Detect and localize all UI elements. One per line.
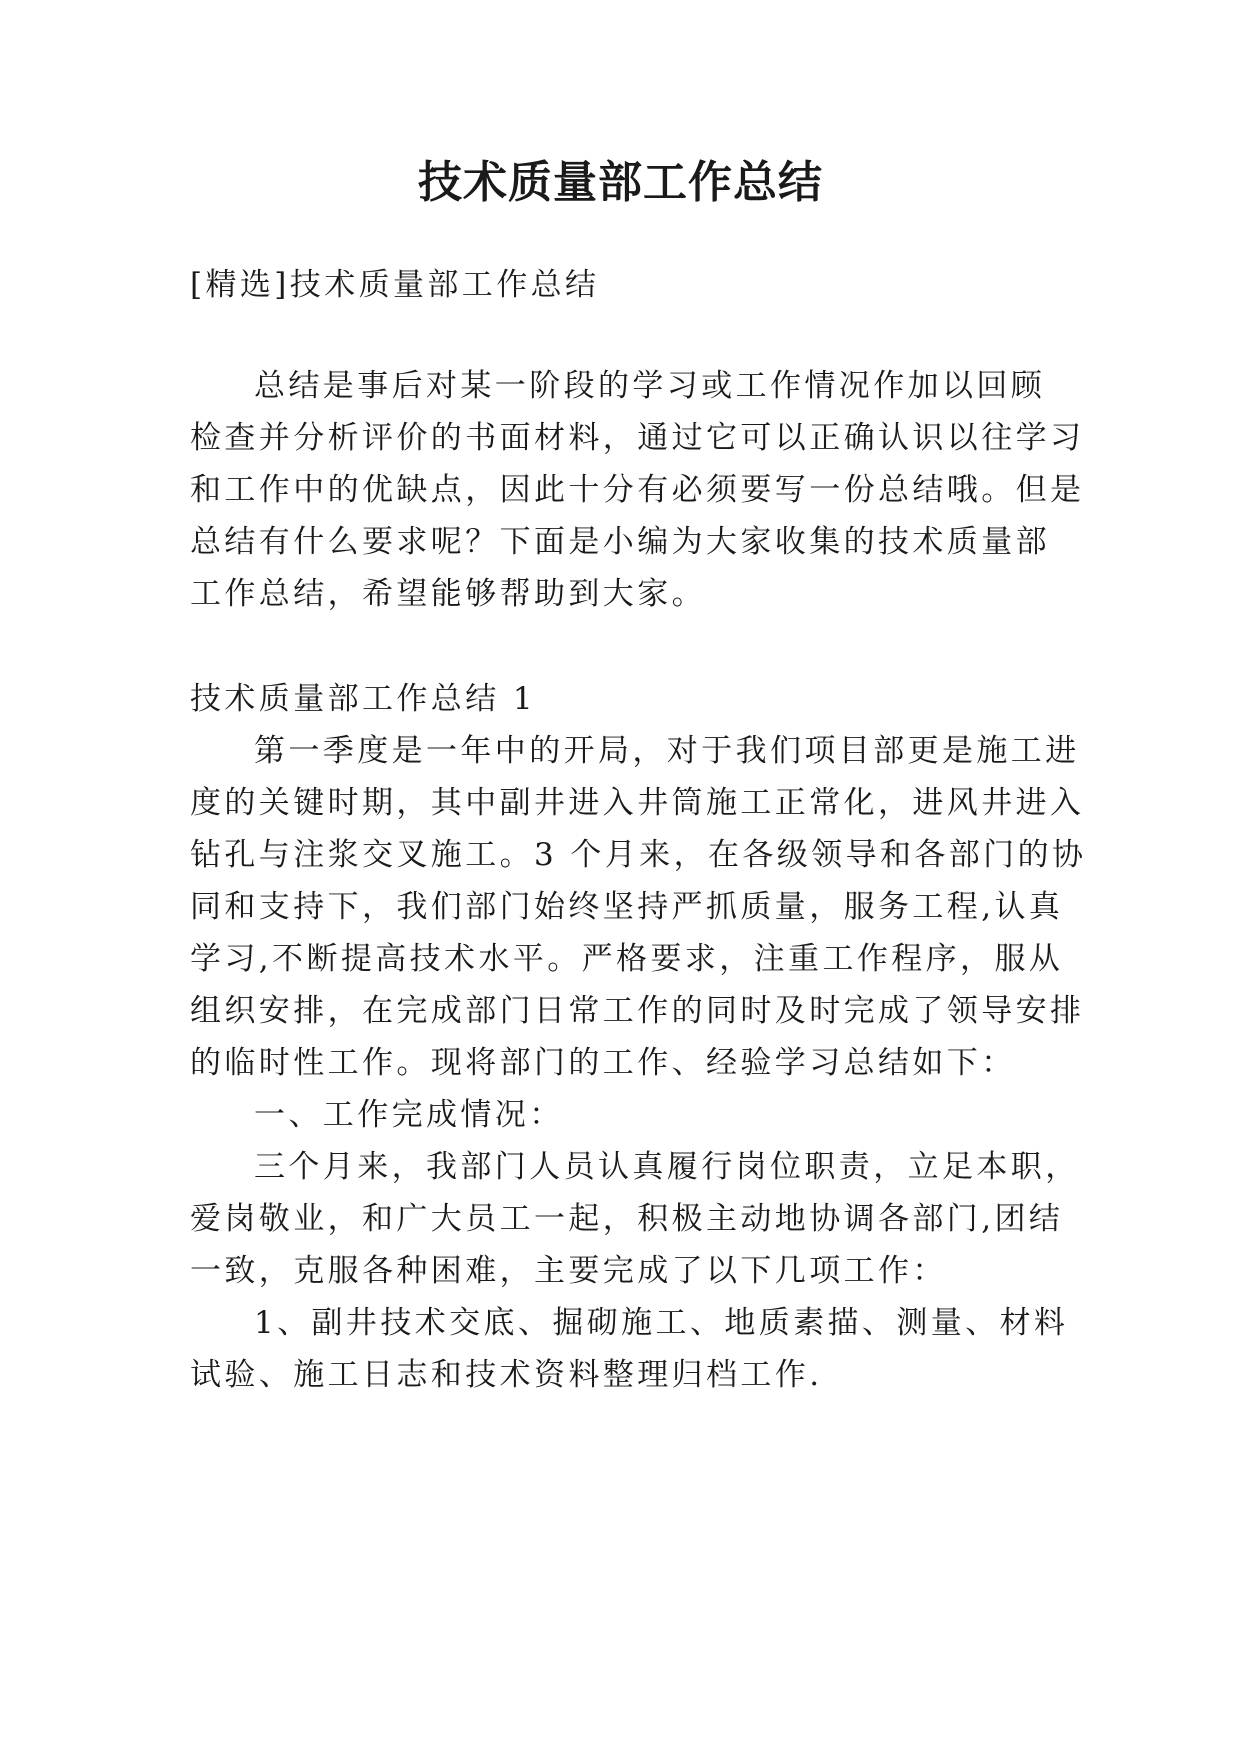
subheading: 一、工作完成情况： bbox=[254, 1097, 564, 1133]
list-item-line: 试验、施工日志和技术资料整理归档工作. bbox=[190, 1357, 823, 1393]
intro-line: 总结有什么要求呢？下面是小编为大家收集的技术质量部 bbox=[190, 524, 1050, 560]
paragraph-line: 钻孔与注浆交叉施工。3 个月来，在各级领导和各部门的协 bbox=[190, 837, 1087, 873]
paragraph-line: 度的关键时期，其中副井进入井筒施工正常化，进风井进入 bbox=[190, 785, 1085, 821]
paragraph-line: 学习,不断提高技术水平。严格要求，注重工作程序，服从 bbox=[190, 941, 1064, 977]
list-item-line: 1、副井技术交底、掘砌施工、地质素描、测量、材料 bbox=[254, 1305, 1069, 1341]
paragraph-line: 的临时性工作。现将部门的工作、经验学习总结如下： bbox=[190, 1045, 1016, 1081]
document-title: 技术质量部工作总结 bbox=[418, 157, 823, 208]
paragraph-line: 一致，克服各种困难，主要完成了以下几项工作： bbox=[190, 1253, 947, 1289]
paragraph-line: 三个月来，我部门人员认真履行岗位职责，立足本职， bbox=[254, 1149, 1080, 1185]
intro-line: 工作总结，希望能够帮助到大家。 bbox=[190, 576, 706, 612]
document-subtitle: [精选]技术质量部工作总结 bbox=[190, 267, 600, 303]
section-heading: 技术质量部工作总结 1 bbox=[190, 681, 536, 717]
paragraph-line: 同和支持下，我们部门始终坚持严抓质量，服务工程,认真 bbox=[190, 889, 1064, 925]
intro-line: 和工作中的优缺点，因此十分有必须要写一份总结哦。但是 bbox=[190, 472, 1085, 508]
intro-line: 总结是事后对某一阶段的学习或工作情况作加以回顾 bbox=[254, 368, 1046, 404]
paragraph-line: 爱岗敬业，和广大员工一起，积极主动地协调各部门,团结 bbox=[190, 1201, 1064, 1237]
paragraph-line: 第一季度是一年中的开局，对于我们项目部更是施工进 bbox=[254, 733, 1080, 769]
paragraph-line: 组织安排，在完成部门日常工作的同时及时完成了领导安排 bbox=[190, 993, 1085, 1029]
intro-line: 检查并分析评价的书面材料，通过它可以正确认识以往学习 bbox=[190, 420, 1085, 456]
